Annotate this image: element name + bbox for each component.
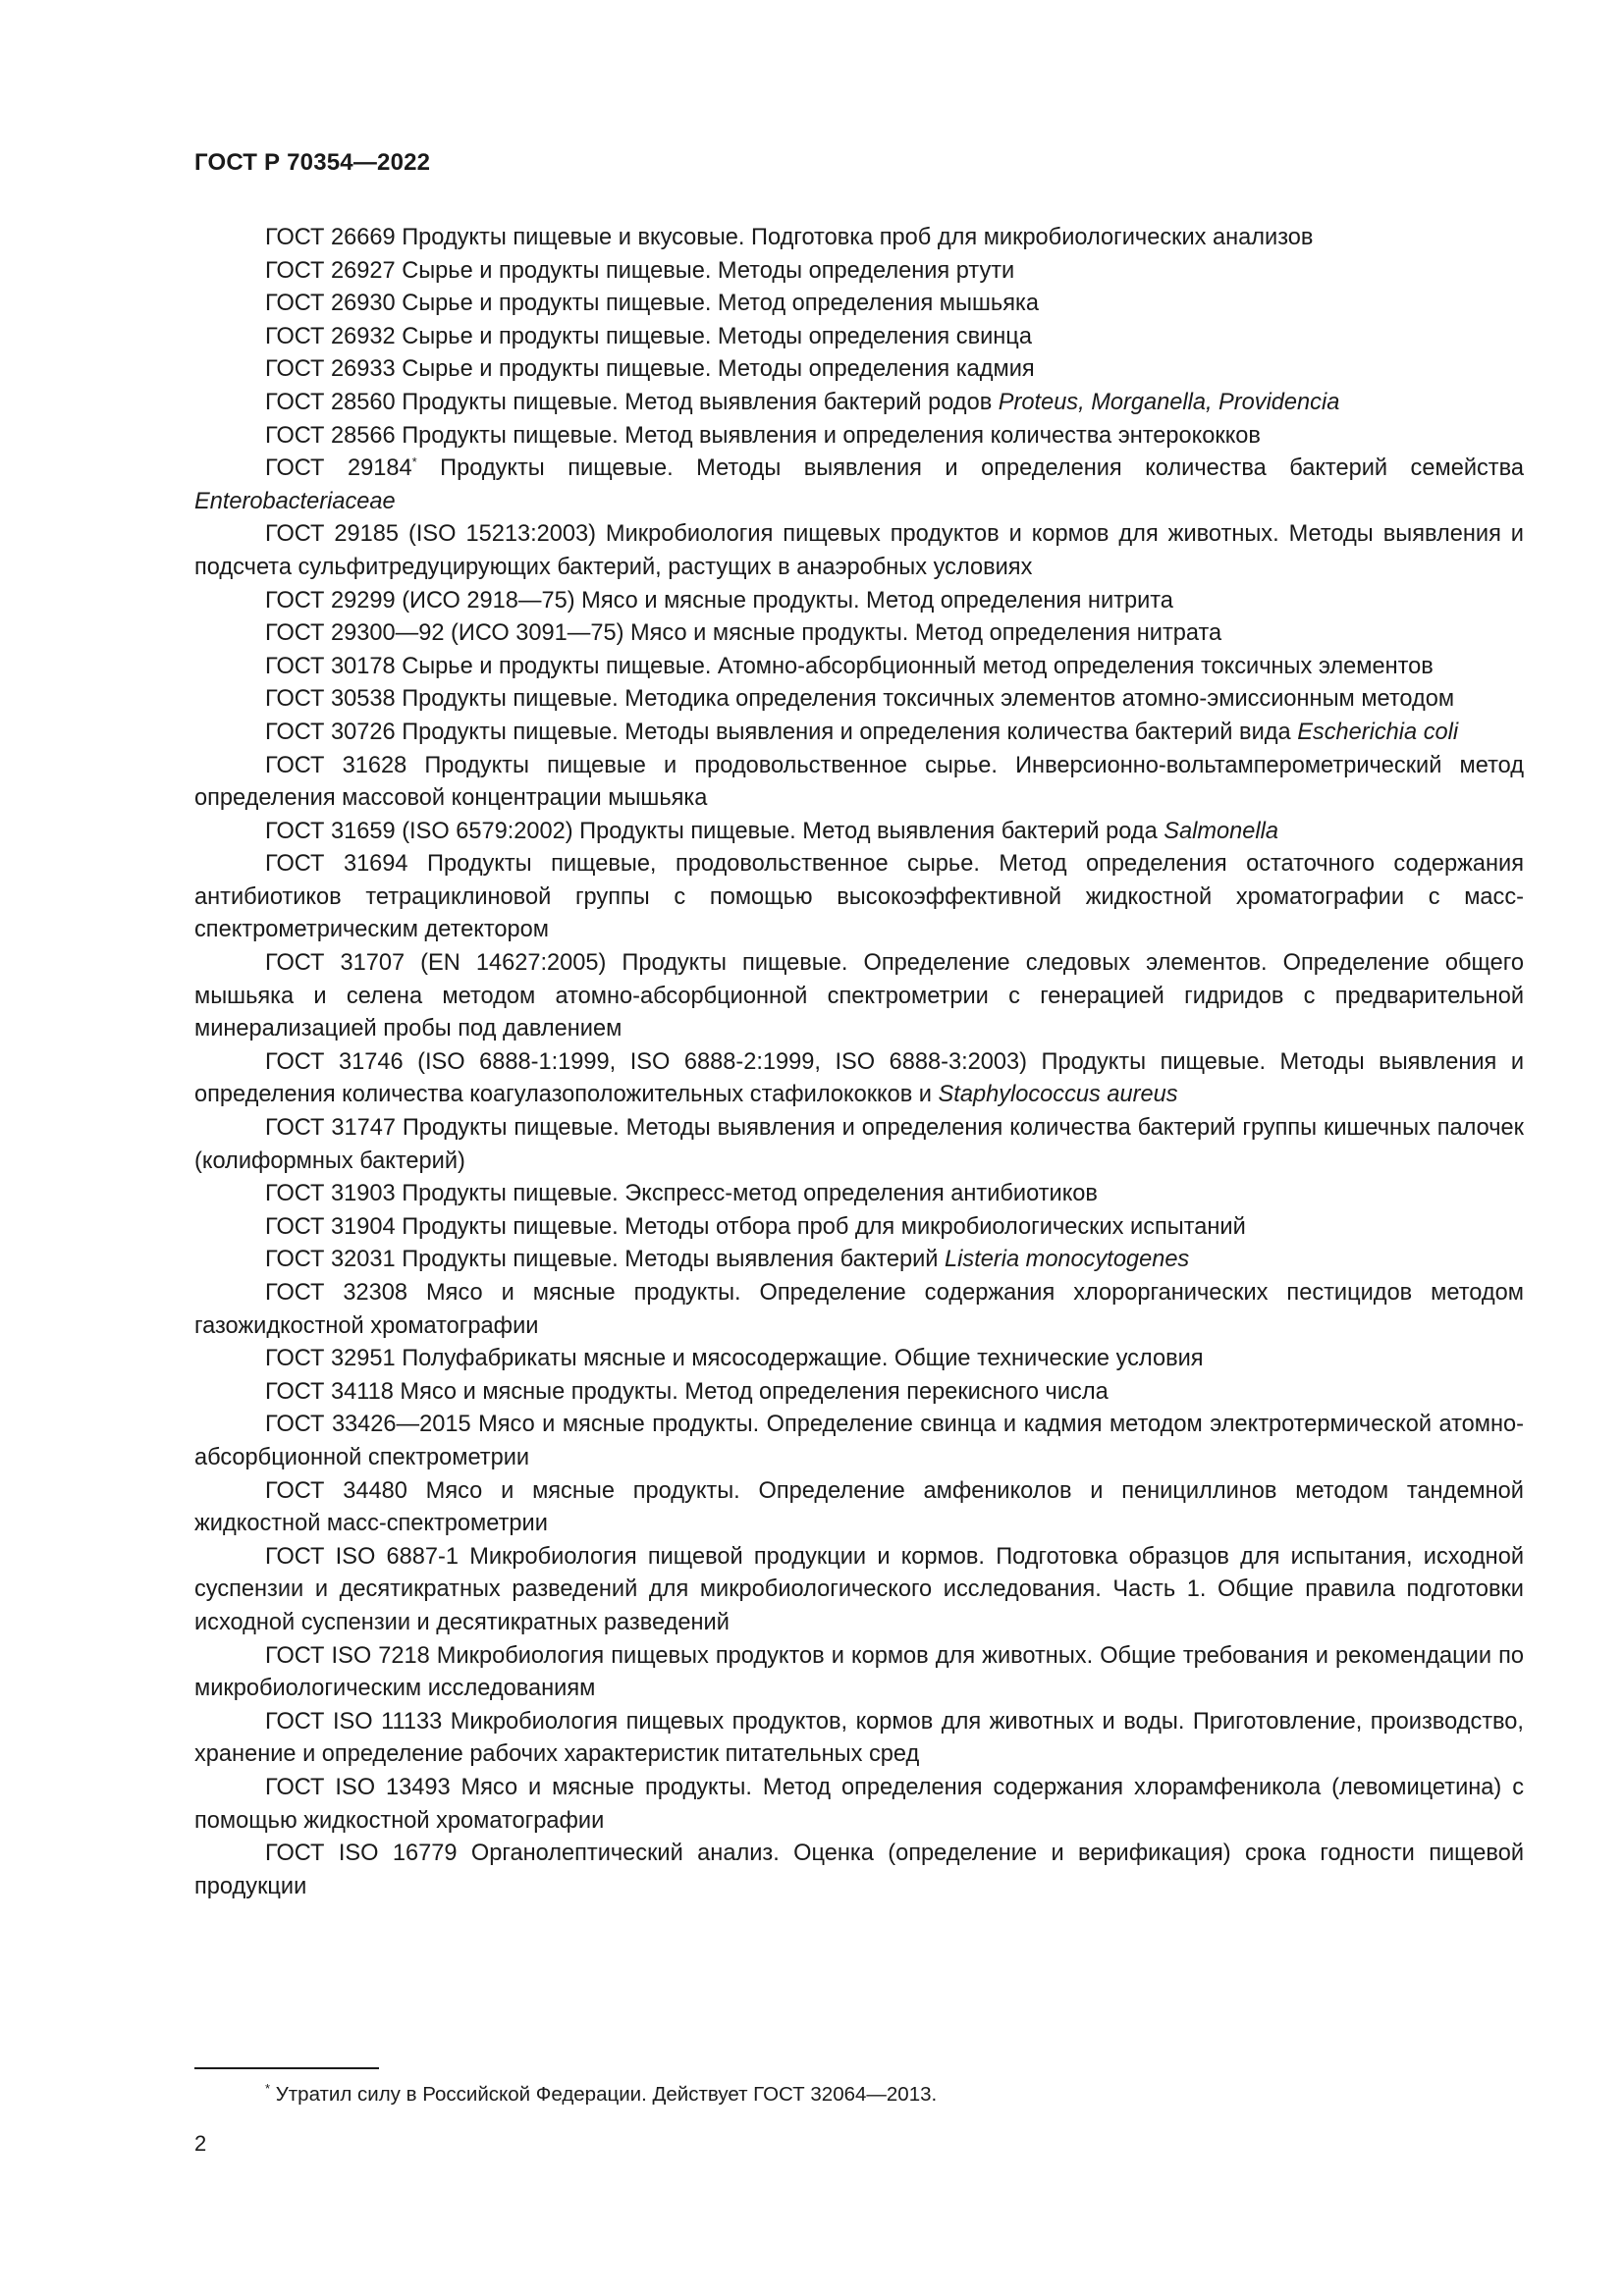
reference-italic-term: Listeria monocytogenes xyxy=(945,1247,1190,1273)
reference-text: ГОСТ 26932 Сырье и продукты пищевые. Методы определения свинца xyxy=(265,323,1032,349)
reference-text: ГОСТ 31659 (ISO 6579:2002) Продукты пищевые. Метод выявления бактерий рода xyxy=(265,818,1164,844)
reference-entry xyxy=(194,1343,1524,1376)
reference-entry xyxy=(194,1046,1524,1112)
reference-text: ГОСТ 32951 Полуфабрикаты мясные и мясосодержащие. Общие технические условия xyxy=(265,1346,1204,1372)
normative-references-list xyxy=(194,222,1524,1903)
reference-text: ГОСТ 30538 Продукты пищевые. Методика определения токсичных элементов атомно-эмиссионным методом xyxy=(265,686,1455,713)
footnote-separator xyxy=(194,2067,379,2069)
reference-text: ГОСТ ISO 11133 Микробиология пищевых продуктов, кормов для животных и воды. Приготовление, производство, хранение и определение рабочих характеристик питательных сред xyxy=(194,1708,1524,1768)
reference-text: ГОСТ ISO 7218 Микробиология пищевых продуктов и кормов для животных. Общие требования и рекомендации по микробиологическим исследованиям xyxy=(194,1642,1524,1702)
reference-entry xyxy=(194,1706,1524,1772)
reference-text: ГОСТ 28566 Продукты пищевые. Метод выявления и определения количества энтерококков xyxy=(265,422,1261,449)
reference-entry xyxy=(194,1838,1524,1903)
document-header: ГОСТ Р 70354—2022 xyxy=(194,149,431,176)
reference-entry xyxy=(194,222,1524,255)
footnote-mark: * xyxy=(265,2081,271,2097)
footnote-reference-mark: * xyxy=(411,454,417,470)
reference-text: ГОСТ 30726 Продукты пищевые. Методы выявления и определения количества бактерий вида xyxy=(265,719,1298,745)
reference-text: ГОСТ 32308 Мясо и мясные продукты. Определение содержания хлорорганических пестицидов методом газожидкостной хроматографии xyxy=(194,1280,1524,1339)
reference-text: ГОСТ 32031 Продукты пищевые. Методы выявления бактерий xyxy=(265,1247,946,1273)
reference-entry xyxy=(194,1475,1524,1541)
reference-entry xyxy=(194,453,1524,518)
reference-text: ГОСТ 31746 (ISO 6888-1:1999, ISO 6888-2:1999, ISO 6888-3:2003) Продукты пищевые. Методы выявления и определения количества коагулазоположительных стафилококков и xyxy=(194,1048,1524,1108)
reference-entry xyxy=(194,288,1524,321)
reference-text: ГОСТ 31903 Продукты пищевые. Экспресс-метод определения антибиотиков xyxy=(265,1181,1098,1207)
reference-entry xyxy=(194,420,1524,454)
reference-text: ГОСТ 29299 (ИСО 2918—75) Мясо и мясные продукты. Метод определения нитрита xyxy=(265,587,1173,614)
reference-entry xyxy=(194,848,1524,947)
reference-entry xyxy=(194,1772,1524,1838)
reference-entry xyxy=(194,683,1524,717)
footnote-text: Утратил силу в Российской Федерации. Действует ГОСТ 32064—2013. xyxy=(270,2083,938,2106)
reference-entry xyxy=(194,387,1524,420)
reference-text: ГОСТ 31628 Продукты пищевые и продовольственное сырье. Инверсионно-вольтамперометрический метод определения массовой концентрации мышьяка xyxy=(194,752,1524,812)
reference-entry xyxy=(194,255,1524,289)
reference-italic-term: Escherichia coli xyxy=(1297,719,1459,745)
reference-entry xyxy=(194,1277,1524,1343)
reference-italic-term: Proteus, Morganella, Providencia xyxy=(998,389,1340,415)
reference-text: ГОСТ 31694 Продукты пищевые, продовольственное сырье. Метод определения остаточного содержания антибиотиков тетрациклиновой группы с помощью высокоэффективной жидкостной хроматографии с масс-спектрометрическим детектором xyxy=(194,851,1524,943)
reference-italic-term: Enterobacteriaceae xyxy=(194,488,396,514)
reference-entry xyxy=(194,816,1524,849)
reference-text: ГОСТ 26930 Сырье и продукты пищевые. Метод определения мышьяка xyxy=(265,291,1039,317)
reference-text: ГОСТ 29185 (ISO 15213:2003) Микробиология пищевых продуктов и кормов для животных. Методы выявления и подсчета сульфитредуцирующих бактерий, растущих в анаэробных условиях xyxy=(194,521,1524,580)
reference-entry xyxy=(194,1112,1524,1178)
reference-entry xyxy=(194,717,1524,750)
reference-entry xyxy=(194,651,1524,684)
reference-text: ГОСТ 29300—92 (ИСО 3091—75) Мясо и мясные продукты. Метод определения нитрата xyxy=(265,620,1222,647)
reference-text: ГОСТ 34118 Мясо и мясные продукты. Метод определения перекисного числа xyxy=(265,1378,1109,1405)
reference-italic-term: Salmonella xyxy=(1164,818,1278,844)
reference-text: ГОСТ 28560 Продукты пищевые. Метод выявления бактерий родов xyxy=(265,389,999,415)
reference-entry xyxy=(194,1376,1524,1410)
reference-text: ГОСТ 31707 (EN 14627:2005) Продукты пищевые. Определение следовых элементов. Определение общего мышьяка и селена методом атомно-абсорбционной спектрометрии с генерацией гидридов с предварительной минерализацией пробы под давлением xyxy=(194,950,1524,1042)
reference-text: ГОСТ ISO 6887-1 Микробиология пищевой продукции и кормов. Подготовка образцов для испытания, исходной суспензии и десятикратных разведений для микробиологического исследования. Часть 1. Общие правила подготовки исходной суспензии и десятикратных разведений xyxy=(194,1543,1524,1635)
reference-text: ГОСТ ISO 13493 Мясо и мясные продукты. Метод определения содержания хлорамфеникола (левомицетина) с помощью жидкостной хроматографии xyxy=(194,1774,1524,1834)
reference-text: ГОСТ 29184 xyxy=(265,455,412,482)
reference-entry xyxy=(194,321,1524,354)
reference-entry xyxy=(194,1244,1524,1277)
reference-text: ГОСТ 31904 Продукты пищевые. Методы отбора проб для микробиологических испытаний xyxy=(265,1213,1246,1240)
reference-entry xyxy=(194,750,1524,816)
reference-text: ГОСТ 26669 Продукты пищевые и вкусовые. Подготовка проб для микробиологических анализов xyxy=(265,225,1314,250)
reference-entry xyxy=(194,1211,1524,1245)
reference-italic-term: Staphylococcus aureus xyxy=(938,1082,1178,1108)
footnote xyxy=(265,2083,937,2107)
reference-entry xyxy=(194,518,1524,584)
reference-entry xyxy=(194,1178,1524,1211)
reference-text: ГОСТ 30178 Сырье и продукты пищевые. Атомно-абсорбционный метод определения токсичных элементов xyxy=(265,653,1434,679)
reference-text: ГОСТ 26933 Сырье и продукты пищевые. Методы определения кадмия xyxy=(265,356,1035,383)
reference-entry xyxy=(194,617,1524,651)
page-number: 2 xyxy=(194,2131,207,2156)
reference-text: ГОСТ ISO 16779 Органолептический анализ. Оценка (определение и верификация) срока годности пищевой продукции xyxy=(194,1841,1524,1899)
reference-entry xyxy=(194,1409,1524,1474)
reference-entry xyxy=(194,585,1524,618)
reference-text: ГОСТ 31747 Продукты пищевые. Методы выявления и определения количества бактерий группы кишечных палочек (колиформных бактерий) xyxy=(194,1115,1524,1174)
reference-entry xyxy=(194,947,1524,1046)
reference-text: ГОСТ 34480 Мясо и мясные продукты. Определение амфениколов и пенициллинов методом тандемной жидкостной масс-спектрометрии xyxy=(194,1477,1524,1537)
reference-entry xyxy=(194,353,1524,387)
reference-text: ГОСТ 33426—2015 Мясо и мясные продукты. Определение свинца и кадмия методом электротермической атомно-абсорбционной спектрометрии xyxy=(194,1412,1524,1470)
reference-entry xyxy=(194,1541,1524,1640)
reference-text: Продукты пищевые. Методы выявления и определения количества бактерий семейства xyxy=(416,455,1524,482)
reference-text: ГОСТ 26927 Сырье и продукты пищевые. Методы определения ртути xyxy=(265,257,1015,284)
reference-entry xyxy=(194,1640,1524,1706)
